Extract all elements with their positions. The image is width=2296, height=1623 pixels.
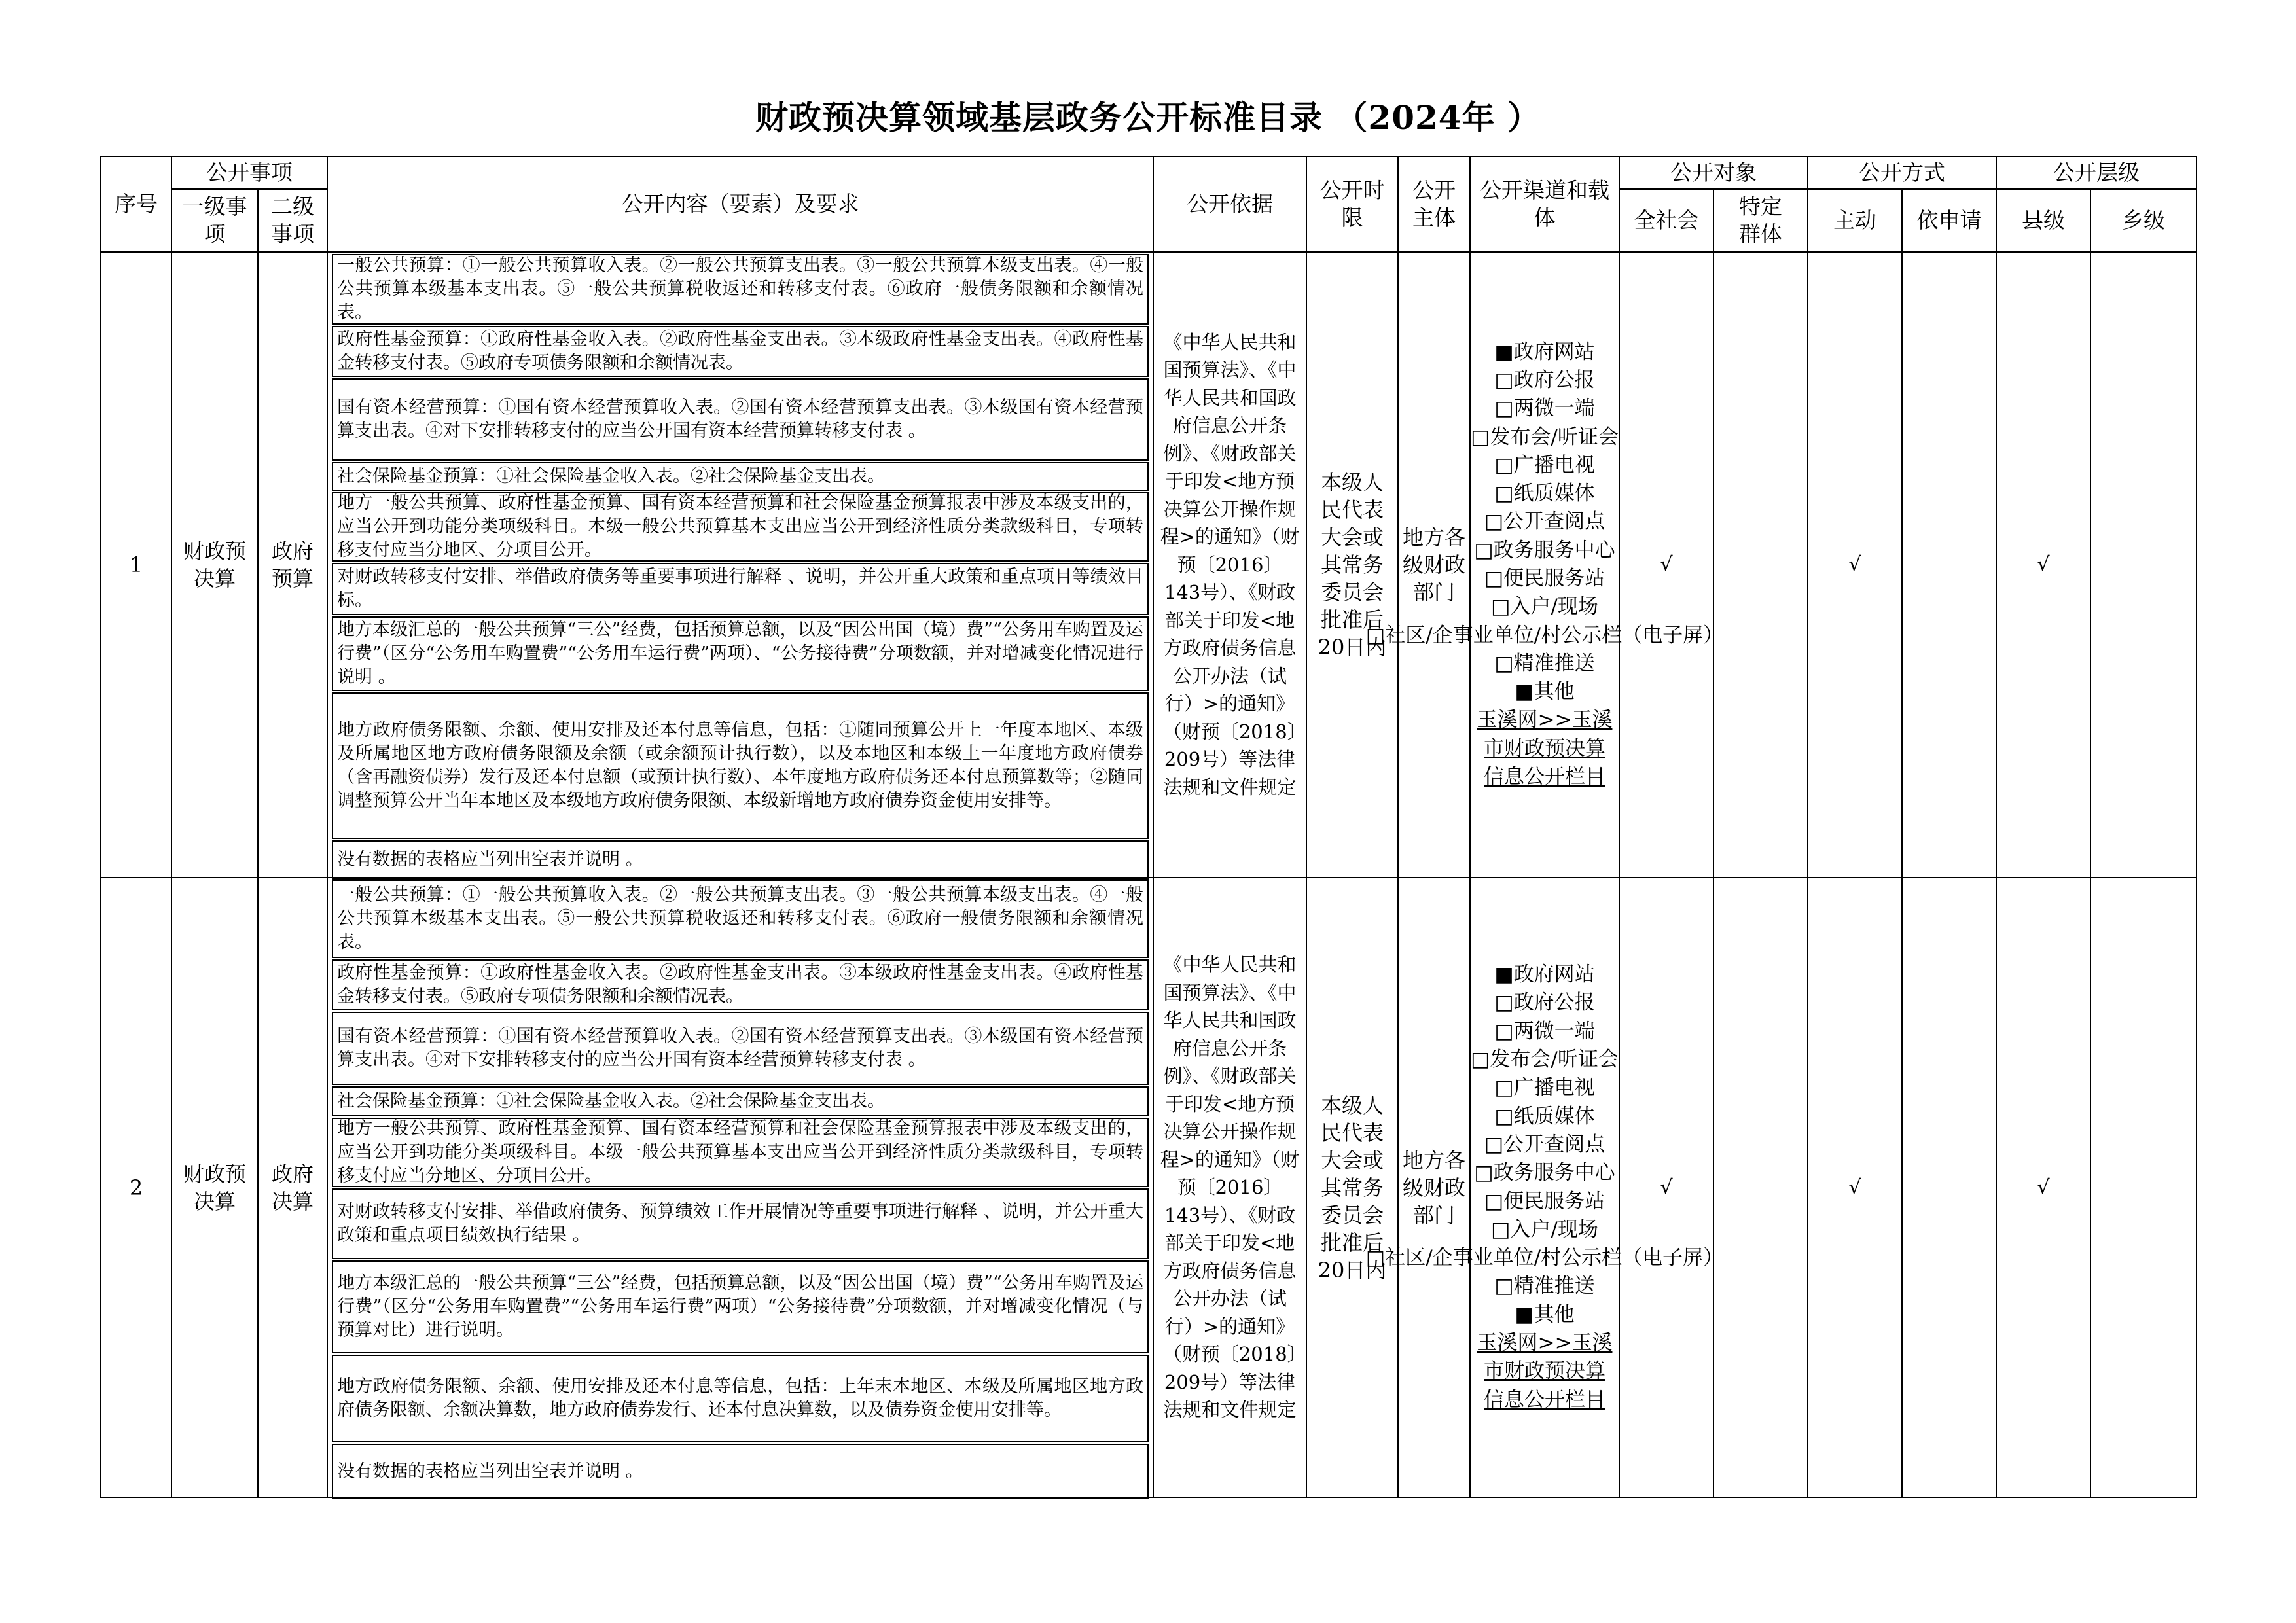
channel-option: □发布会/听证会 [1471, 1048, 1619, 1072]
header-basis: 公开依据 [1153, 156, 1307, 253]
check-active: √ [1807, 877, 1903, 1498]
content-requirement: 国有资本经营预算：①国有资本经营预算收入表。②国有资本经营预算支出表。③本级国有资本经营预算支出表。④对下安排转移支付的应当公开国有资本经营预算转移支付表 。 [332, 378, 1149, 461]
check-county: √ [1996, 251, 2091, 878]
content-requirement: 一般公共预算：①一般公共预算收入表。②一般公共预算支出表。③一般公共预算本级支出表。④一般公共预算本级基本支出表。⑤一般公共预算税收返还和转移支付表。⑥政府一般债务限额和余额情况表。 [332, 880, 1149, 958]
header-target-group: 公开对象 [1619, 156, 1808, 190]
channel-option: □政府公报 [1494, 991, 1595, 1015]
content-requirement: 政府性基金预算：①政府性基金收入表。②政府性基金支出表。③本级政府性基金支出表。④政府性基金转移支付表。⑤政府专项债务限额和余额情况表。 [332, 959, 1149, 1010]
row-level1: 财政预决算 [171, 251, 259, 878]
row-seq: 2 [100, 877, 172, 1498]
channel-option: □入户/现场 [1491, 595, 1598, 619]
channel-option: □公开查阅点 [1484, 510, 1605, 534]
check-specific-group [1713, 251, 1808, 878]
header-level2: 二级事项 [257, 188, 328, 253]
content-requirement: 地方政府债务限额、余额、使用安排及还本付息等信息，包括：①随同预算公开上一年度本地区、本级及所属地区地方政府债务限额及余额（或余额预计执行数），以及本地区和本级上一年度地方政府债券（含再融资债券）发行及还本付息额（或预计执行数）、本年度地方政府债务还本付息预算数等；②随同调整预算公开当年本地区及本级地方政府债务限额、本级新增地方政府债券资金使用安排等。 [332, 692, 1149, 839]
check-active: √ [1807, 251, 1903, 878]
header-item-group: 公开事项 [171, 156, 328, 190]
catalog-table [100, 156, 2197, 1498]
channel-option: □纸质媒体 [1494, 482, 1595, 506]
content-requirement: 地方一般公共预算、政府性基金预算、国有资本经营预算和社会保险基金预算报表中涉及本级支出的，应当公开到功能分类项级科目。本级一般公共预算基本支出应当公开到经济性质分类款级科目，专项转移支付应当分地区、分项目公开。 [332, 1118, 1149, 1187]
content-requirement: 社会保险基金预算：①社会保险基金收入表。②社会保险基金支出表。 [332, 462, 1149, 491]
channel-option: ■政府网站 [1494, 963, 1595, 987]
channel-option: □精准推送 [1494, 651, 1595, 675]
row-time-limit: 本级人民代表大会或其常务委员会批准后20日内 [1306, 877, 1399, 1498]
content-requirement: 没有数据的表格应当列出空表并说明 。 [332, 1444, 1149, 1499]
content-requirement: 对财政转移支付安排、举借政府债务、预算绩效工作开展情况等重要事项进行解释 、说明，并公开重大政策和重点项目绩效执行结果 。 [332, 1188, 1149, 1259]
check-county: √ [1996, 877, 2091, 1498]
channel-option: □两微一端 [1494, 1019, 1595, 1043]
row-seq: 1 [100, 251, 172, 878]
header-mode-request: 依申请 [1901, 188, 1997, 253]
header-level-township: 乡级 [2090, 188, 2197, 253]
content-requirement: 地方政府债务限额、余额、使用安排及还本付息等信息，包括：上年末本地区、本级及所属地区地方政府债务限额、余额决算数，地方政府债券发行、还本付息决算数，以及债券资金使用安排等。 [332, 1355, 1149, 1442]
channel-option: □社区/企事业单位/村公示栏（电子屏） [1365, 623, 1724, 647]
channel-option: □公开查阅点 [1484, 1132, 1605, 1156]
channel-option: □便民服务站 [1484, 567, 1605, 590]
row-time-limit: 本级人民代表大会或其常务委员会批准后20日内 [1306, 251, 1399, 878]
check-on-request [1901, 877, 1997, 1498]
channel-option: □广播电视 [1494, 1076, 1595, 1100]
header-time-limit: 公开时限 [1306, 156, 1399, 253]
channel-option: ■其他 [1515, 1302, 1575, 1327]
channel-option: □便民服务站 [1484, 1189, 1605, 1213]
check-township [2090, 251, 2197, 878]
row-basis: 《中华人民共和国预算法》、《中华人民共和国政府信息公开条例》、《财政部关于印发<地方预决算公开操作规程>的通知》（财预〔2016〕143号）、《财政部关于印发<地方政府债务信息公开办法（试行）>的通知》（财预〔2018〕209号）等法律法规和文件规定 [1153, 251, 1307, 878]
channel-option: □发布会/听证会 [1471, 425, 1619, 449]
content-requirement: 对财政转移支付安排、举借政府债务等重要事项进行解释 、说明，并公开重大政策和重点项目等绩效目标。 [332, 563, 1149, 615]
content-requirement: 没有数据的表格应当列出空表并说明 。 [332, 840, 1149, 880]
channel-option: □两微一端 [1494, 397, 1595, 421]
channel-option: ■政府网站 [1494, 340, 1595, 364]
row-level1: 财政预决算 [171, 877, 259, 1498]
check-all-society: √ [1619, 877, 1714, 1498]
row-basis: 《中华人民共和国预算法》、《中华人民共和国政府信息公开条例》、《财政部关于印发<地方预决算公开操作规程>的通知》（财预〔2016〕143号）、《财政部关于印发<地方政府债务信息公开办法（试行）>的通知》（财预〔2018〕209号）等法律法规和文件规定 [1153, 877, 1307, 1498]
channel-option: □社区/企事业单位/村公示栏（电子屏） [1365, 1246, 1724, 1270]
channel-option: ■其他 [1515, 680, 1575, 704]
header-mode-active: 主动 [1807, 188, 1903, 253]
check-specific-group [1713, 877, 1808, 1498]
content-requirement: 地方本级汇总的一般公共预算“三公”经费，包括预算总额，以及“因公出国（境）费”“公务用车购置及运行费”（区分“公务用车购置费”“公务用车运行费”两项）、“公务接待费”分项数额，并对增减变化情况进行说明 。 [332, 616, 1149, 691]
header-level1: 一级事项 [171, 188, 259, 253]
channel-option: □纸质媒体 [1494, 1104, 1595, 1128]
header-channel: 公开渠道和载体 [1469, 156, 1620, 253]
channel-link[interactable]: 玉溪网>>玉溪市财政预决算信息公开栏目 [1477, 708, 1613, 789]
channel-option: □精准推送 [1494, 1274, 1595, 1298]
check-on-request [1901, 251, 1997, 878]
header-target-all: 全社会 [1619, 188, 1714, 253]
row-level2: 政府预算 [257, 251, 328, 878]
channel-option: □广播电视 [1494, 453, 1595, 477]
channel-option: □政务服务中心 [1474, 538, 1615, 562]
check-all-society: √ [1619, 251, 1714, 878]
check-township [2090, 877, 2197, 1498]
row-level2: 政府决算 [257, 877, 328, 1498]
header-level-group: 公开层级 [1996, 156, 2197, 190]
row-subject: 地方各级财政部门 [1397, 251, 1471, 878]
content-requirement: 社会保险基金预算：①社会保险基金收入表。②社会保险基金支出表。 [332, 1086, 1149, 1116]
channel-option: □政务服务中心 [1474, 1161, 1615, 1185]
header-level-county: 县级 [1996, 188, 2091, 253]
page-title: 财政预决算领域基层政务公开标准目录 （2024年 ） [755, 98, 1541, 137]
row-subject: 地方各级财政部门 [1397, 877, 1471, 1498]
content-requirement: 一般公共预算：①一般公共预算收入表。②一般公共预算支出表。③一般公共预算本级支出表。④一般公共预算本级基本支出表。⑤一般公共预算税收返还和转移支付表。⑥政府一般债务限额和余额情况表。 [332, 254, 1149, 325]
content-requirement: 政府性基金预算：①政府性基金收入表。②政府性基金支出表。③本级政府性基金支出表。④政府性基金转移支付表。⑤政府专项债务限额和余额情况表。 [332, 326, 1149, 377]
channel-option: □入户/现场 [1491, 1217, 1598, 1241]
channel-link[interactable]: 玉溪网>>玉溪市财政预决算信息公开栏目 [1477, 1330, 1613, 1412]
header-target-specific: 特定群体 [1713, 188, 1808, 253]
header-subject: 公开主体 [1397, 156, 1471, 253]
header-mode-group: 公开方式 [1807, 156, 1997, 190]
content-requirement: 地方一般公共预算、政府性基金预算、国有资本经营预算和社会保险基金预算报表中涉及本级支出的，应当公开到功能分类项级科目。本级一般公共预算基本支出应当公开到经济性质分类款级科目，专项转移支付应当分地区、分项目公开。 [332, 492, 1149, 562]
channel-option: □政府公报 [1494, 368, 1595, 392]
content-requirement: 地方本级汇总的一般公共预算“三公”经费，包括预算总额，以及“因公出国（境）费”“公务用车购置及运行费”（区分“公务用车购置费”“公务用车运行费”两项）“公务接待费”分项数额，并对增减变化情况（与预算对比）进行说明。 [332, 1260, 1149, 1353]
header-seq: 序号 [100, 156, 172, 253]
content-requirement: 国有资本经营预算：①国有资本经营预算收入表。②国有资本经营预算支出表。③本级国有资本经营预算支出表。④对下安排转移支付的应当公开国有资本经营预算转移支付表 。 [332, 1012, 1149, 1085]
header-content: 公开内容（要素）及要求 [327, 156, 1154, 253]
